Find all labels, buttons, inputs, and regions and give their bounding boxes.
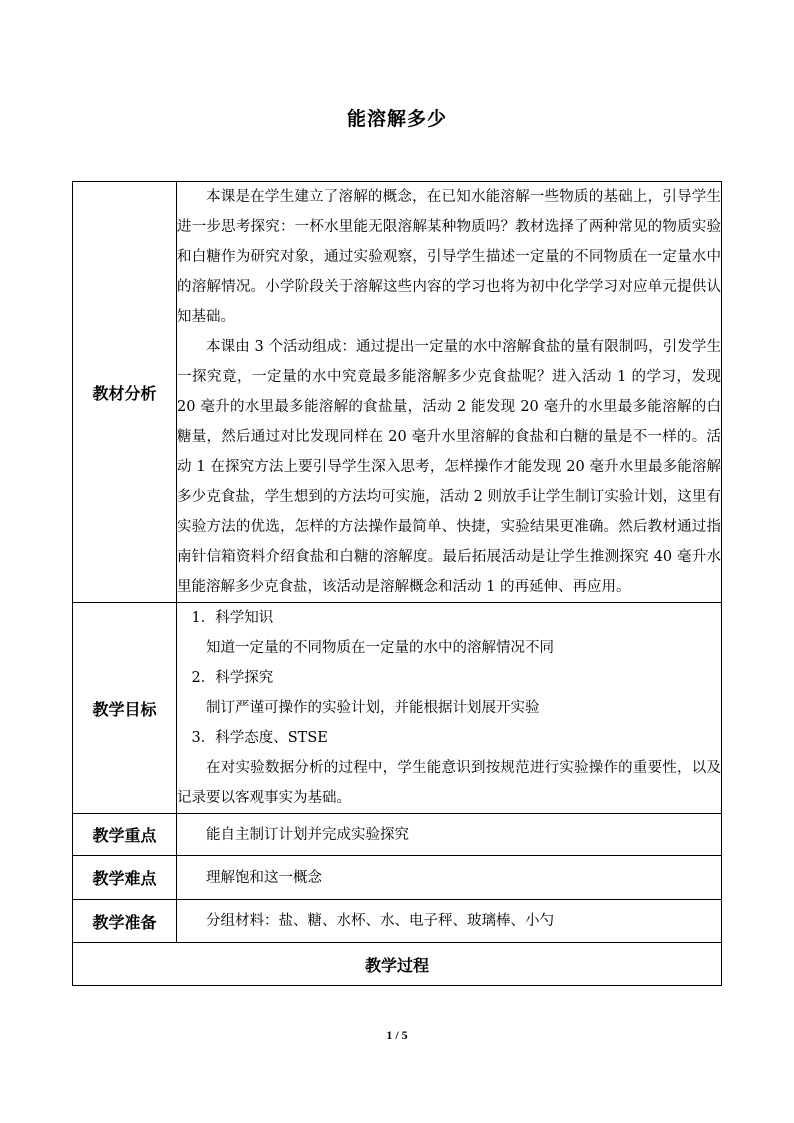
page-number: 1 / 5 xyxy=(386,1028,408,1042)
key-points-text: 能自主制订计划并完成实验探究 xyxy=(206,826,409,843)
row-content-analysis xyxy=(177,182,722,603)
table-row-process xyxy=(73,943,722,986)
table-row-preparation xyxy=(73,900,722,943)
row-content-preparation xyxy=(177,900,722,943)
table-row-difficulties xyxy=(73,856,722,900)
objective-heading-inquiry: 2．科学探究 xyxy=(191,670,274,686)
row-content-difficulties xyxy=(177,856,722,900)
process-heading: 教学过程 xyxy=(73,943,722,986)
objective-heading-attitude: 3．科学态度、STSE xyxy=(191,730,328,746)
objective-heading-knowledge: 1．科学知识 xyxy=(191,610,274,626)
page-title: 能溶解多少 xyxy=(346,108,447,130)
table-row-key-points xyxy=(73,814,722,856)
analysis-paragraph-1: 本课是在学生建立了溶解的概念，在已知水能溶解一些物质的基础上，引导学生进一步思考探究：一杯水里能无限溶解某种物质吗？教材选择了两种常见的物质实验和白糖作为研究对象，通过实验观察，引导学生描述一定量的不同物质在一定量水中的溶解情况。小学阶段关于溶解这些内容的学习也将为初中化学学习对应单元提供认知基础。 xyxy=(177,189,721,325)
lesson-plan-table xyxy=(72,181,722,986)
objective-text-attitude: 在对实验数据分析的过程中，学生能意识到按规范进行实验操作的重要性，以及记录要以客观事实为基础。 xyxy=(177,760,721,806)
row-content-objectives xyxy=(177,603,722,814)
row-content-key-points xyxy=(177,814,722,856)
row-label-difficulties: 教学难点 xyxy=(73,856,177,900)
objective-text-inquiry: 制订严谨可操作的实验计划，并能根据计划展开实验 xyxy=(206,700,540,716)
row-label-analysis: 教材分析 xyxy=(73,182,177,603)
row-label-objectives: 教学目标 xyxy=(73,603,177,814)
objective-text-knowledge: 知道一定量的不同物质在一定量的水中的溶解情况不同 xyxy=(206,640,554,656)
analysis-paragraph-2: 本课由 3 个活动组成：通过提出一定量的水中溶解食盐的量有限制吗，引发学生一探究竟，一定量的水中究竟最多能溶解多少克食盐呢？进入活动 1 的学习，发现 20 毫升的水里最多能溶解的食盐量，活动 2 能发现 20 毫升的水里最多能溶解的白糖量，然后通过对比发现同样在 20 毫升水里溶解的食盐和白糖的量是不一样的。活动 1 在探究方法上要引导学生深入思考，怎样操作才能发现 20 毫升水里最多能溶解多少克食盐，学生想到的方法均可实施，活动 2 则放手让学生制订实验计划，这里有实验方法的优选，怎样的方法操作最简单、快捷，实验结果更准确。然后教材通过指南针信箱资料介绍食盐和白糖的溶解度。最后拓展活动是让学生推测探究 40 毫升水里能溶解多少克食盐，该活动是溶解概念和活动 1 的再延伸、再应用。 xyxy=(177,339,721,595)
table-row-objectives xyxy=(73,603,722,814)
row-label-preparation: 教学准备 xyxy=(73,900,177,943)
row-label-key-points: 教学重点 xyxy=(73,814,177,856)
difficulties-text: 理解饱和这一概念 xyxy=(206,869,322,886)
table-row-analysis xyxy=(73,182,722,603)
preparation-text: 分组材料：盐、糖、水杯、水、电子秤、玻璃棒、小勺 xyxy=(206,913,554,929)
